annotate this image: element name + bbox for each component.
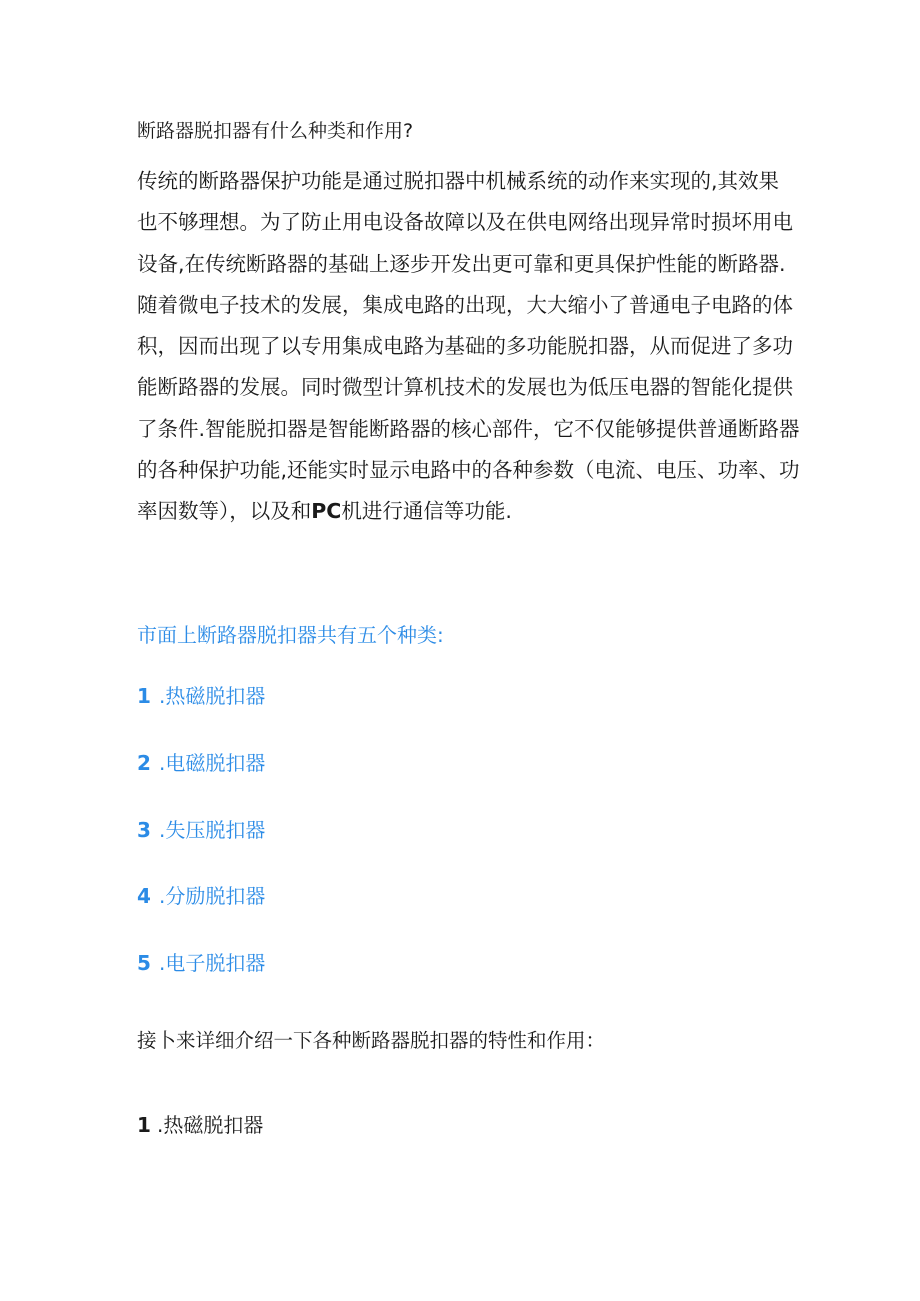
type-item bbox=[137, 815, 265, 845]
type-number: 1 bbox=[137, 684, 151, 708]
paragraph-line: 的各种保护功能,还能实时显示电路中的各种参数（电流、电压、功率、功 bbox=[137, 458, 800, 483]
question-title: 断路器脱扣器有什么种类和作用? bbox=[137, 120, 414, 142]
paragraph-line: 能断路器的发展。同时微型计算机技术的发展也为低压电器的智能化提供 bbox=[137, 375, 793, 400]
section-heading bbox=[137, 1110, 263, 1140]
type-label: .电子脱扣器 bbox=[159, 951, 266, 975]
section-number: 1 bbox=[137, 1113, 151, 1137]
paragraph-line: 积，因而出现了以专用集成电路为基础的多功能脱扣器，从而促进了多功 bbox=[137, 334, 793, 359]
type-number: 4 bbox=[137, 884, 151, 908]
type-label: .热磁脱扣器 bbox=[159, 684, 266, 708]
type-number: 3 bbox=[137, 818, 151, 842]
type-label: .电磁脱扣器 bbox=[159, 751, 266, 775]
type-item bbox=[137, 948, 265, 978]
type-item bbox=[137, 881, 265, 911]
type-item bbox=[137, 748, 265, 778]
pc-term: PC bbox=[311, 499, 342, 524]
type-number: 5 bbox=[137, 951, 151, 975]
paragraph-line: 传统的断路器保护功能是通过脱扣器中机械系统的动作来实现的,其效果 bbox=[137, 169, 780, 193]
type-item bbox=[137, 681, 265, 711]
type-label: .失压脱扣器 bbox=[159, 818, 266, 842]
paragraph-last-line bbox=[137, 491, 787, 532]
type-label: .分励脱扣器 bbox=[159, 884, 266, 908]
paragraph-line: 随着微电子技术的发展，集成电路的出现，大大缩小了普通电子电路的体 bbox=[137, 292, 793, 317]
paragraph-line: 设备,在传统断路器的基础上逐步开发出更可靠和更具保护性能的断路器. bbox=[137, 251, 786, 276]
paragraph-last-line-end: 机进行通信等功能. bbox=[341, 499, 512, 524]
type-number: 2 bbox=[137, 751, 151, 775]
paragraph-last-line-start: 率因数等），以及和 bbox=[137, 499, 312, 524]
paragraph-line: 也不够理想。为了防止用电设备故障以及在供电网络出现异常时损坏用电 bbox=[137, 210, 793, 235]
types-heading: 市面上断路器脱扣器共有五个种类: bbox=[137, 623, 444, 647]
description-paragraph bbox=[137, 161, 800, 533]
intro-line: 接卜来详细介绍一下各种断路器脱扣器的特性和作用： bbox=[137, 1029, 606, 1052]
paragraph-line: 了条件.智能脱扣器是智能断路器的核心部件，它不仅能够提供普通断路器 bbox=[137, 416, 800, 441]
section-label: .热磁脱扣器 bbox=[157, 1113, 264, 1137]
